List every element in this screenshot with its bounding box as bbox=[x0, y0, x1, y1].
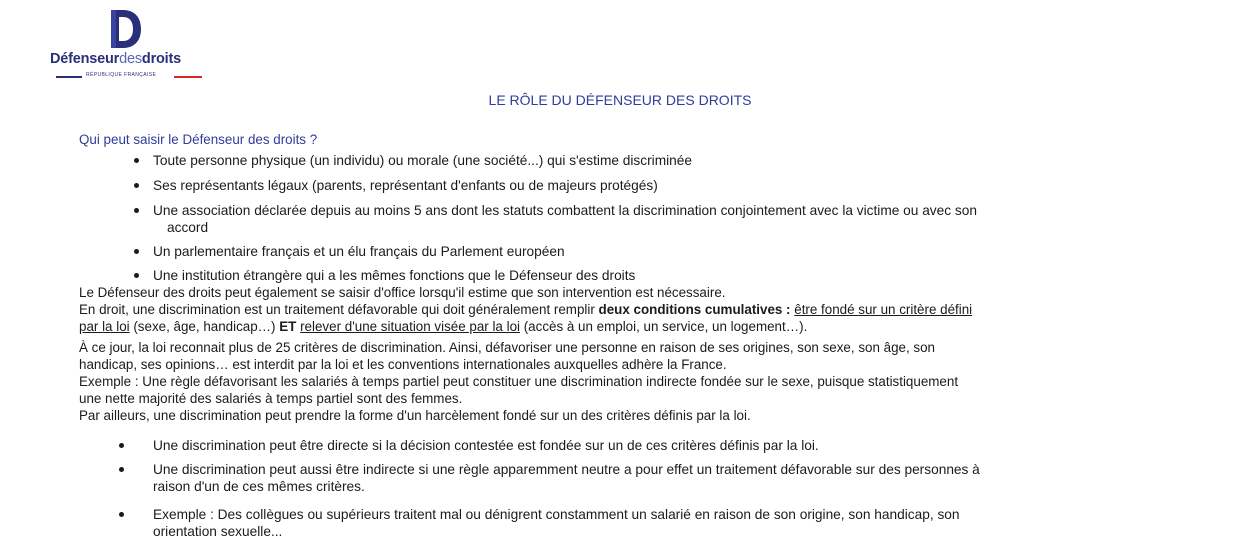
type-bullet-indirect-continued: raison d'un de ces mêmes critères. bbox=[153, 479, 365, 494]
who-bullet-5: Une institution étrangère qui a les mêmes fonctions que le Défenseur des droits bbox=[153, 268, 636, 283]
type-bullet-example: Exemple : Des collègues ou supérieurs traitent mal ou dénigrent constamment un salarié en raison de son origine, son handicap, son bbox=[153, 507, 960, 522]
bullet-dot bbox=[119, 443, 124, 448]
bullet-dot bbox=[134, 273, 139, 278]
logo-rule-right bbox=[174, 76, 202, 78]
document-title: LE RÔLE DU DÉFENSEUR DES DROITS bbox=[488, 92, 752, 108]
who-bullet-1: Toute personne physique (un individu) ou morale (une société...) qui s'estime discriminée bbox=[153, 153, 692, 168]
defenseur-des-droits-logo bbox=[50, 8, 210, 78]
legal-definition-line-1: En droit, une discrimination est un traitement défavorable qui doit généralement remplir deux conditions cumulatives : être fondé sur un critère défini bbox=[79, 302, 973, 317]
who-bullet-3: Une association déclarée depuis au moins 5 ans dont les statuts combattent la discrimination conjointement avec la victime ou avec son bbox=[153, 203, 977, 218]
type-bullet-indirect: Une discrimination peut aussi être indirecte si une règle apparemment neutre a pour effet un traitement défavorable sur des personnes à bbox=[153, 462, 980, 477]
bullet-dot bbox=[119, 512, 124, 517]
who-bullet-3-continued: accord bbox=[167, 220, 209, 235]
who-bullet-4: Un parlementaire français et un élu français du Parlement européen bbox=[153, 244, 565, 259]
logo-wordmark: Défenseurdesdroits bbox=[50, 51, 181, 67]
criteria-paragraph-line-1: À ce jour, la loi reconnait plus de 25 critères de discrimination. Ainsi, défavoriser une personne en raison de ses origines, son sexe, son âge, son bbox=[79, 340, 935, 355]
bullet-dot bbox=[119, 467, 124, 472]
example-paragraph-line-2: une nette majorité des salariés à temps partiel sont des femmes. bbox=[79, 391, 463, 406]
harassment-paragraph: Par ailleurs, une discrimination peut prendre la forme d'un harcèlement fondé sur un des critères définis par la loi. bbox=[79, 408, 751, 423]
bullet-dot bbox=[134, 249, 139, 254]
legal-definition-line-2: par la loi (sexe, âge, handicap…) ET relever d'une situation visée par la loi (accès à un emploi, un service, un logement…). bbox=[79, 319, 808, 334]
bullet-dot bbox=[134, 158, 139, 163]
question-heading: Qui peut saisir le Défenseur des droits ? bbox=[79, 132, 318, 147]
logo-d-mark-icon bbox=[107, 8, 143, 50]
bullet-dot bbox=[134, 183, 139, 188]
type-bullet-example-continued: orientation sexuelle... bbox=[153, 524, 283, 539]
bullet-dot bbox=[134, 208, 139, 213]
criteria-paragraph-line-2: handicap, ses opinions… est interdit par la loi et les conventions internationales auxquelles adhère la France. bbox=[79, 357, 727, 372]
self-referral-paragraph: Le Défenseur des droits peut également se saisir d'office lorsqu'il estime que son intervention est nécessaire. bbox=[79, 285, 726, 300]
who-bullet-2: Ses représentants légaux (parents, représentant d'enfants ou de majeurs protégés) bbox=[153, 178, 658, 193]
example-paragraph-line-1: Exemple : Une règle défavorisant les salariés à temps partiel peut constituer une discrimination indirecte fondée sur le sexe, puisque statistiquement bbox=[79, 374, 959, 389]
type-bullet-direct: Une discrimination peut être directe si la décision contestée est fondée sur un de ces critères définis par la loi. bbox=[153, 438, 819, 453]
logo-rule-left bbox=[56, 76, 82, 78]
logo-subtitle: RÉPUBLIQUE FRANÇAISE bbox=[86, 72, 157, 78]
